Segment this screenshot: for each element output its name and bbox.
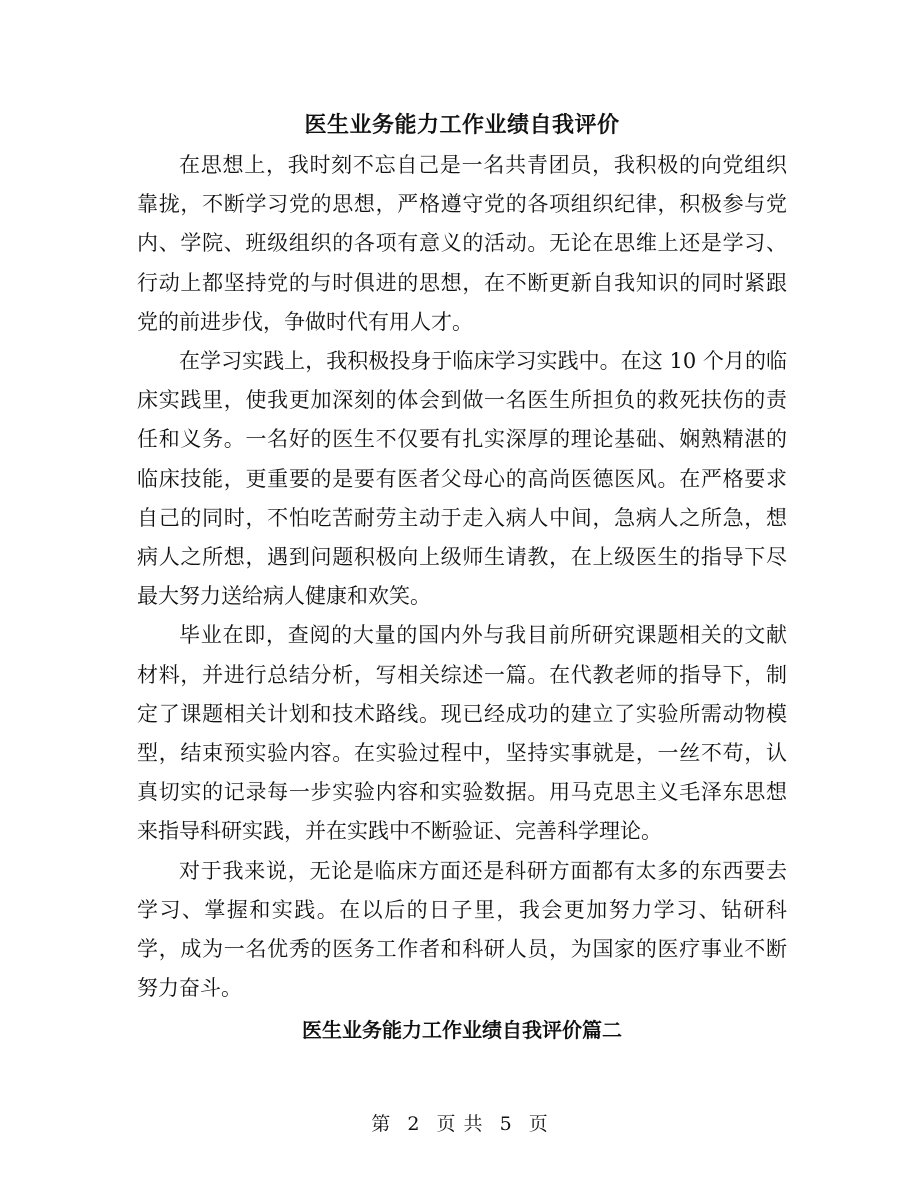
document-title: 医生业务能力工作业绩自我评价 — [304, 112, 620, 138]
section-subtitle: 医生业务能力工作业绩自我评价篇二 — [302, 1018, 622, 1043]
page-footer — [0, 1110, 920, 1138]
paragraph-2: 在学习实践上，我积极投身于临床学习实践中。在这 10 个月的临床实践里，使我更加深刻的体会到做一名医生所担负的救死扶伤的责任和义务。一名好的医生不仅要有扎实深厚的理论基础、娴熟精湛的临床技能，更重要的是要有医者父母心的高尚医德医风。在严格要求自己的同时，不怕吃苦耐劳主动于走入病人中间，急病人之所急，想病人之所想，遇到问题积极向上级师生请教，在上级医生的指导下尽最大努力送给病人健康和欢笑。 — [137, 349, 787, 609]
footer-page-number: 2 — [407, 1113, 421, 1135]
footer-middle: 页 共 — [436, 1113, 484, 1135]
document-body — [137, 104, 787, 1050]
footer-total-pages: 5 — [499, 1113, 513, 1135]
footer-prefix: 第 — [371, 1113, 392, 1135]
footer-suffix: 页 — [528, 1113, 549, 1135]
paragraph-4: 对于我来说，无论是临床方面还是科研方面都有太多的东西要去学习、掌握和实践。在以后的日子里，我会更加努力学习、钻研科学，成为一名优秀的医务工作者和科研人员，为国家的医疗事业不断努力奋斗。 — [137, 858, 787, 1001]
paragraph-3: 毕业在即，查阅的大量的国内外与我目前所研究课题相关的文献材料，并进行总结分析，写相关综述一篇。在代教老师的指导下，制定了课题相关计划和技术路线。现已经成功的建立了实验所需动物模型，结束预实验内容。在实验过程中，坚持实事就是，一丝不苟，认真切实的记录每一步实验内容和实验数据。用马克思主义毛泽东思想来指导科研实践，并在实践中不断验证、完善科学理论。 — [137, 623, 787, 844]
paragraph-1: 在思想上，我时刻不忘自己是一名共青团员，我积极的向党组织靠拢，不断学习党的思想，严格遵守党的各项组织纪律，积极参与党内、学院、班级组织的各项有意义的活动。无论在思维上还是学习、行动上都坚持党的与时俱进的思想，在不断更新自我知识的同时紧跟党的前进步伐，争做时代有用人才。 — [137, 153, 787, 334]
